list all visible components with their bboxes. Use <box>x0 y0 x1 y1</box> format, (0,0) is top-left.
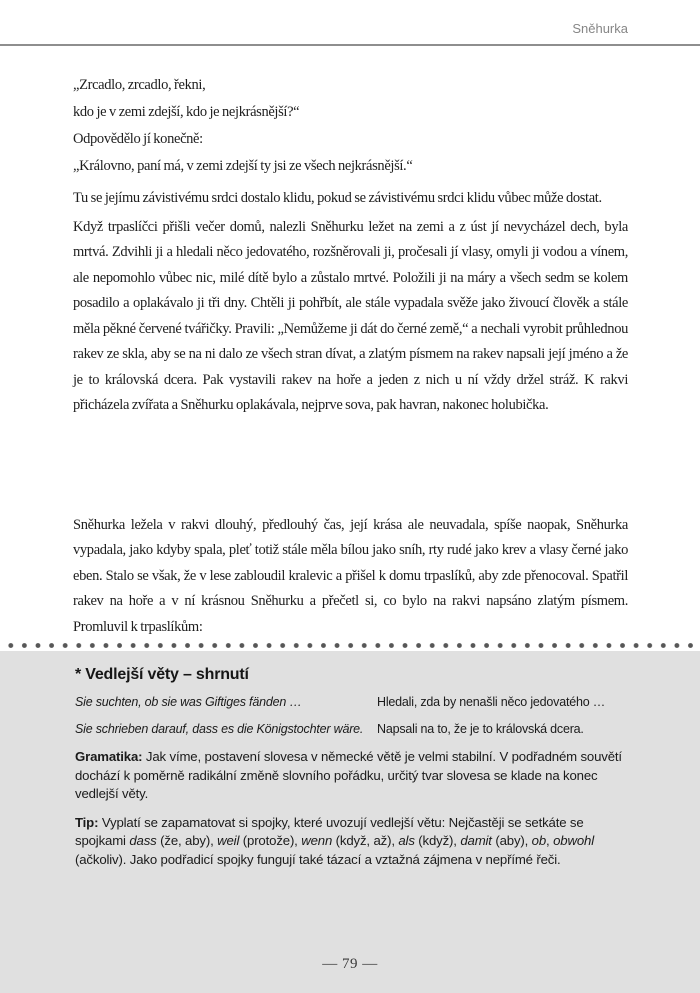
grammar-text: Jak víme, postavení slovesa v německé větě je velmi stabilní. V podřadném souvětí dochází k poměrně radikální změně slovního pořádku, určitý tvar slovesa se klade na konec vedlejší věty. <box>75 749 622 801</box>
grammar-box-title: * Vedlejší věty – shrnutí <box>75 666 249 683</box>
example-row <box>75 694 627 711</box>
story-paragraph-3: Sněhurka ležela v rakvi dlouhý, předlouhý čas, její krása ale neuvadala, spíše naopak, Sněhurka vypadala, jako kdyby spala, pleť totiž stále měla bílou jako sníh, rty rudé jako krev a vlasy černé jako eben. Stalo se však, že v lese zabloudil kralevic a přišel k domu trpaslíků, aby zde přenocoval. Spatřil rakev na hoře a v ní krásnou Sněhurku a přečetl si, co bylo na rakvi napsáno zlatým písmem. Promluvil k trpaslíkům: <box>73 516 628 635</box>
verse-line: kdo je v zemi zdejší, kdo je nejkrásnější?“ <box>73 104 300 120</box>
chapter-title: Sněhurka <box>572 21 628 36</box>
czech-translation: Hledali, zda by nenašli něco jedovatého … <box>377 695 606 709</box>
german-sentence: Sie suchten, ob sie was Giftiges fänden … <box>75 695 302 709</box>
tip-label: Tip: <box>75 814 99 830</box>
grammar-box <box>0 651 700 993</box>
illustration-gap <box>73 419 628 510</box>
story-paragraph-1: Tu se jejímu závistivému srdci dostalo klidu, pokud se závistivému srdci klidu vůbec může dostat. <box>73 190 602 206</box>
verse-block <box>73 72 628 180</box>
example-row <box>75 721 627 738</box>
tip-note <box>75 814 627 870</box>
story-paragraph-2: Když trpaslíčci přišli večer domů, nalezli Sněhurku ležet na zemi a z úst jí nevycházel dech, byla mrtvá. Zdvihli ji a hledali něco jedovatého, rozšněrovali ji, pročesali jí vlasy, omyli ji vodou a vínem, ale nepomohlo vůbec nic, milé dítě bylo a zůstalo mrtvé. Položili ji na máry a všech sedm se kolem posadilo a oplakávalo ji tři dny. Chtěli ji pohřbít, ale stále vypadala svěže jako živoucí člověk a stále měla pěkné červené tvářičky. Pravili: „Nemůžeme ji dát do černé země,“ a nechali vyrobit průhlednou rakev ze skla, aby se na ni dalo ze všech stran dívat, a zlatým písmem na rakev napsali její jméno a že je to královská dcera. Pak vystavili rakev na hoře a jeden z nich u ní vždy držel stráž. K rakvi přicházela zvířata a Sněhurku oplakávala, nejprve sova, pak havran, nakonec holubička. <box>73 218 628 413</box>
czech-translation: Napsali na to, že je to královská dcera. <box>377 722 584 736</box>
page-header <box>0 0 700 46</box>
verse-line: „Královno, paní má, v zemi zdejší ty jsi ze všech nejkrásnější.“ <box>73 158 413 174</box>
page-number: — 79 — <box>322 956 378 972</box>
german-sentence: Sie schrieben darauf, dass es die Königstochter wäre. <box>75 722 364 736</box>
tip-text: Vyplatí se zapamatovat si spojky, které uvozují vedlejší větu: Nejčastěji se setkáte se spojkami dass (že, aby), weil (protože), wenn (když, až), als (když), damit (aby), ob, obwohl (ačkoliv). Jako podřadicí spojky fungují také tázací a vztažná zájmena v nepřímé řeči. <box>75 814 594 867</box>
verse-line: „Zrcadlo, zrcadlo, řekni, <box>73 77 206 93</box>
grammar-note <box>75 748 627 804</box>
grammar-label: Gramatika: <box>75 749 143 764</box>
story-text <box>0 46 700 640</box>
dotted-separator <box>0 640 700 651</box>
verse-line: Odpovědělo jí konečně: <box>73 131 203 147</box>
